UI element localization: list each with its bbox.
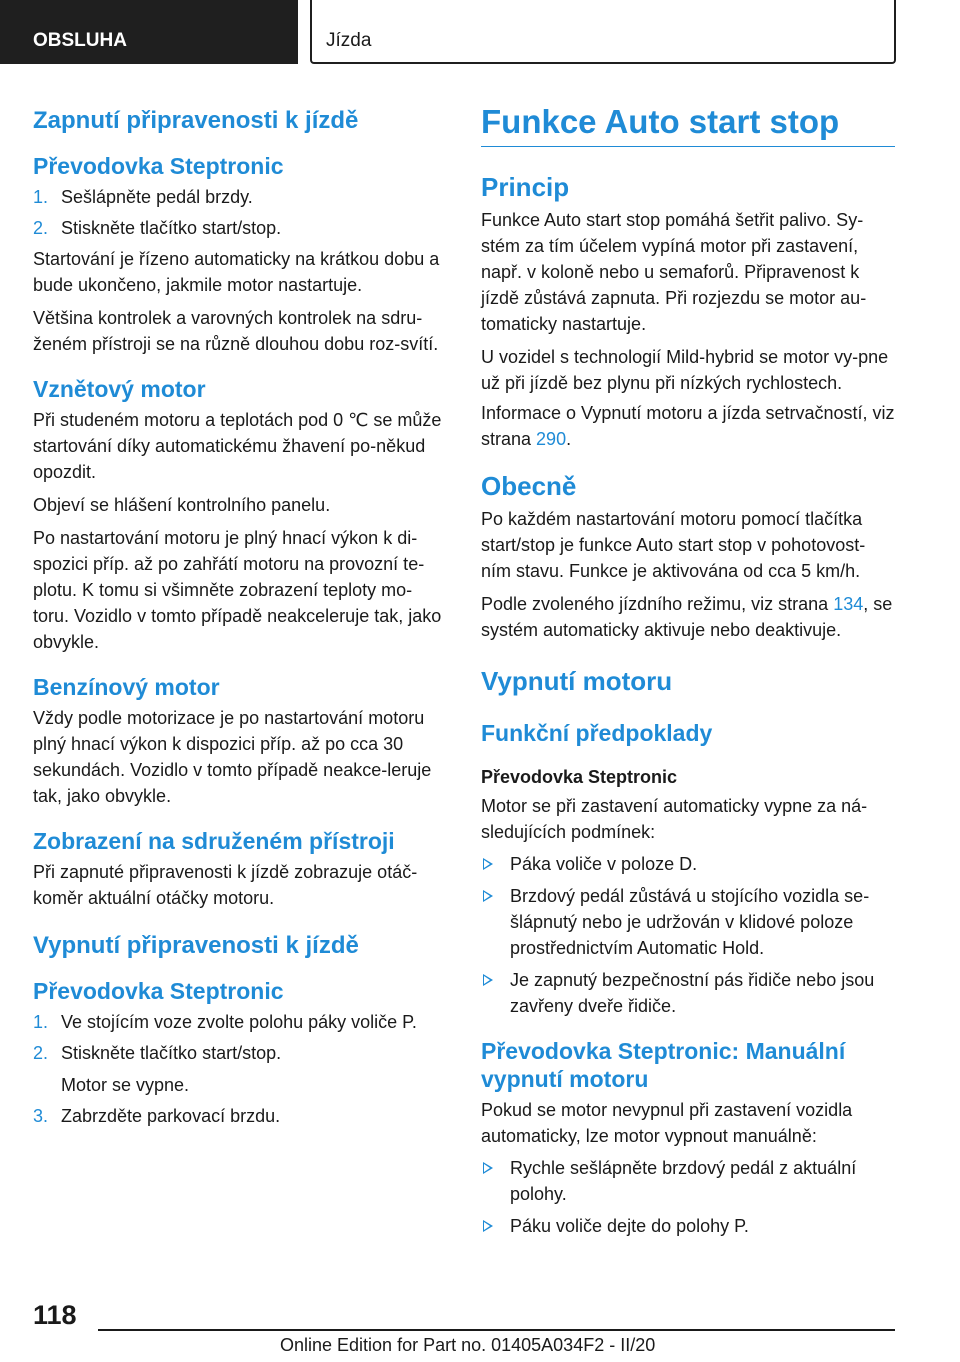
- page-link-134[interactable]: 134: [833, 594, 864, 614]
- heading-engine-off: Vypnutí motoru: [481, 666, 673, 696]
- heading-manual-off: Převodovka Steptronic: Manuální vypnutí motoru: [481, 1038, 846, 1092]
- steps-stop: [33, 1009, 445, 1129]
- steps-start: [33, 184, 445, 241]
- chapter-title: Jízda: [326, 30, 372, 51]
- heading-petrol: Benzínový motor: [33, 674, 220, 700]
- page-link-290[interactable]: 290: [536, 429, 567, 449]
- paragraph: Po nastartování motoru je plný hnací výkon k di-spozici příp. až po zahřátí motoru na provozní te-plotu. K tomu si všimněte zobrazení teploty mo-toru. Vozidlo v tomto případě neakceleruje tak, jako obvykle.: [33, 528, 442, 652]
- manual-steps-list: [481, 1155, 895, 1239]
- paragraph: Po každém nastartování motoru pomocí tlačítka start/stop je funkce Auto start stop v pohotovost-ním stavu. Funkce je aktivována od cca 5 km/h.: [481, 509, 866, 581]
- heading-auto-start-stop: Funkce Auto start stop: [481, 102, 895, 147]
- right-column: [481, 100, 895, 1245]
- paragraph: Podle zvoleného jízdního režimu, viz strana 134, se systém automaticky aktivuje nebo deaktivuje.: [481, 594, 893, 640]
- step-item: 1. Ve stojícím voze zvolte polohu páky voliče P.: [33, 1012, 417, 1032]
- subheading-steptronic: Převodovka Steptronic: [481, 767, 678, 787]
- footer-edition: Online Edition for Part no. 01405A034F2 - II/20: [280, 1335, 656, 1355]
- list-item: Brzdový pedál zůstává u stojícího vozidla se-šlápnutý nebo je udržován v klidové poloze prostřednictvím Automatic Hold.: [481, 883, 895, 961]
- paragraph: Pokud se motor nevypnul při zastavení vozidla automaticky, lze motor vypnout manuálně:: [481, 1100, 853, 1146]
- heading-princip: Princip: [481, 172, 570, 202]
- paragraph: Funkce Auto start stop pomáhá šetřit palivo. Sy-stém za tím účelem vypíná motor při zastavení, např. v koloně nebo u semaforů. Připravenost k jízdě zůstává zapnuta. Při rozjezdu se motor au-tomaticky nastartuje.: [481, 210, 867, 334]
- heading-diesel: Vznětový motor: [33, 376, 206, 402]
- heading-stop-readiness: Vypnutí připravenosti k jízdě: [33, 932, 359, 959]
- paragraph: Objeví se hlášení kontrolního panelu.: [33, 495, 331, 515]
- triangle-bullet-icon: [483, 1162, 493, 1174]
- step-item: 1. Sešlápněte pedál brzdy.: [33, 187, 253, 207]
- heading-start-readiness: Zapnutí připravenosti k jízdě: [33, 107, 359, 134]
- left-column: [33, 100, 445, 1134]
- list-item: Páka voliče v poloze D.: [481, 851, 895, 877]
- section-tab: [0, 0, 298, 64]
- step-item: 2. Stiskněte tlačítko start/stop. Motor se vypne.: [33, 1040, 445, 1098]
- paragraph: Startování je řízeno automaticky na krátkou dobu a bude ukončeno, jakmile motor nastartuje.: [33, 249, 440, 295]
- triangle-bullet-icon: [483, 890, 493, 902]
- paragraph: Motor se při zastavení automaticky vypne za ná-sledujících podmínek:: [481, 796, 868, 842]
- step-item: 3. Zabrzděte parkovací brzdu.: [33, 1106, 281, 1126]
- heading-steptronic-2: Převodovka Steptronic: [33, 978, 284, 1004]
- paragraph: Vždy podle motorizace je po nastartování motoru plný hnací výkon k dispozici příp. až po cca 30 sekundách. Vozidlo v tomto případě neakce-leruje tak, jako obvykle.: [33, 708, 432, 806]
- heading-steptronic-1: Převodovka Steptronic: [33, 153, 284, 179]
- triangle-bullet-icon: [483, 858, 493, 870]
- paragraph: Většina kontrolek a varovných kontrolek na sdru-ženém přístroji se na různě dlouhou dobu roz-svítí.: [33, 308, 439, 354]
- triangle-bullet-icon: [483, 1220, 493, 1232]
- list-item: Páku voliče dejte do polohy P.: [481, 1213, 895, 1239]
- paragraph: U vozidel s technologií Mild-hybrid se motor vy-pne už při jízdě bez plynu při nízkých rychlostech.: [481, 347, 889, 393]
- heading-obecne: Obecně: [481, 471, 577, 501]
- step-note: Motor se vypne.: [61, 1075, 190, 1095]
- paragraph: Při zapnuté připravenosti k jízdě zobrazuje otáč-koměr aktuální otáčky motoru.: [33, 862, 418, 908]
- section-title: OBSLUHA: [33, 30, 127, 51]
- list-item: Je zapnutý bezpečnostní pás řidiče nebo jsou zavřeny dveře řidiče.: [481, 967, 895, 1019]
- conditions-list: [481, 851, 895, 1019]
- list-item: Rychle sešlápněte brzdový pedál z aktuální polohy.: [481, 1155, 895, 1207]
- heading-prerequisites: Funkční předpoklady: [481, 720, 713, 746]
- step-item: 2. Stiskněte tlačítko start/stop.: [33, 218, 282, 238]
- paragraph: Informace o Vypnutí motoru a jízda setrvačností, viz strana 290.: [481, 403, 895, 449]
- footer-divider: [98, 1329, 895, 1331]
- triangle-bullet-icon: [483, 974, 493, 986]
- heading-instrument-cluster: Zobrazení na sdruženém přístroji: [33, 828, 395, 854]
- paragraph: Při studeném motoru a teplotách pod 0 ℃ se může startování díky automatickému žhavení po-někud opozdit.: [33, 410, 442, 482]
- chapter-tab: [310, 0, 896, 64]
- page-number: 118: [33, 1300, 77, 1330]
